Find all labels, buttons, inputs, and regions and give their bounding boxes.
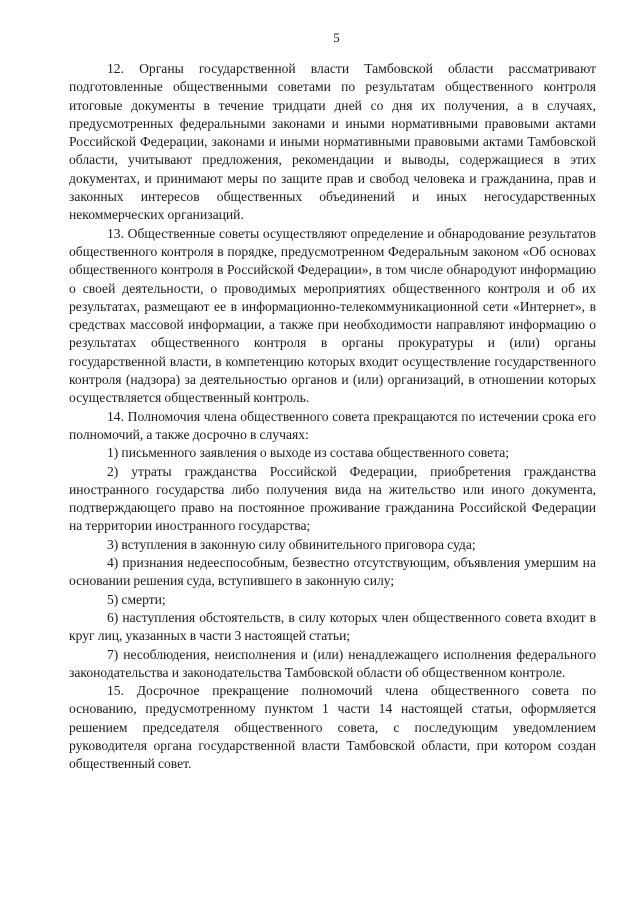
list-item-5: 5) смерти; bbox=[107, 591, 166, 607]
paragraph-12: 12. Органы государственной власти Тамбовской области рассматривают подготовленные общественными советами по результатам общественного контроля итоговые документы в течение тридцати дней со дня их получения, а в случаях, предусмотренных федеральными законами и иными нормативными правовыми актами Российской Федерации, законами и иными нормативными правовыми актами Тамбовской области, учитывают предложения, рекомендации и выводы, содержащиеся в этих документах, и принимают меры по защите прав и свобод человека и гражданина, прав и законных интересов общественных объединений и иных негосударственных некоммерческих организаций. bbox=[69, 61, 596, 223]
paragraph-14: 14. Полномочия члена общественного совета прекращаются по истечении срока его полномочий, а также досрочно в случаях: bbox=[69, 408, 596, 442]
page-number: 5 bbox=[333, 30, 340, 45]
paragraph-13: 13. Общественные советы осуществляют определение и обнародование результатов общественного контроля в порядке, предусмотренном Федеральным законом «Об основах общественного контроля в Российской Федерации», в том числе обнародуют информацию о своей деятельности, о проводимых мероприятиях общественного контроля и об их результатах, размещают ее в информационно-телекоммуникационной сети «Интернет», в средствах массовой информации, а также при необходимости направляют информацию о результатах общественного контроля в органы прокуратуры и (или) органы государственной власти, в компетенцию которых входит осуществление государственного контроля (надзора) за деятельностью органов и (или) организаций, в отношении которых осуществляется общественный контроль. bbox=[69, 225, 596, 406]
document-page bbox=[69, 30, 596, 774]
list-item-4: 4) признания недееспособным, безвестно отсутствующим, объявления умершим на основании решения суда, вступившего в законную силу; bbox=[69, 555, 596, 589]
list-item-6: 6) наступления обстоятельств, в силу которых член общественного совета входит в круг лиц, указанных в части 3 настоящей статьи; bbox=[69, 609, 596, 644]
paragraph-15: 15. Досрочное прекращение полномочий члена общественного совета по основанию, предусмотренному пунктом 1 части 14 настоящей статьи, оформляется решением председателя общественного совета, с последующим уведомлением руководителя органа государственной власти Тамбовской области, при котором создан общественный совет. bbox=[69, 683, 596, 772]
list-item-2: 2) утраты гражданства Российской Федерации, приобретения гражданства иностранного государства либо получения вида на жительство или иного документа, подтверждающего право на постоянное проживание гражданина Российской Федерации на территории иностранного государства; bbox=[69, 463, 596, 534]
list-item-7: 7) несоблюдения, неисполнения и (или) ненадлежащего исполнения федерального законодательства и законодательства Тамбовской области об общественном контроле. bbox=[69, 646, 596, 680]
list-item-3: 3) вступления в законную силу обвинительного приговора суда; bbox=[107, 536, 476, 552]
list-item-1: 1) письменного заявления о выходе из состава общественного совета; bbox=[107, 445, 510, 461]
